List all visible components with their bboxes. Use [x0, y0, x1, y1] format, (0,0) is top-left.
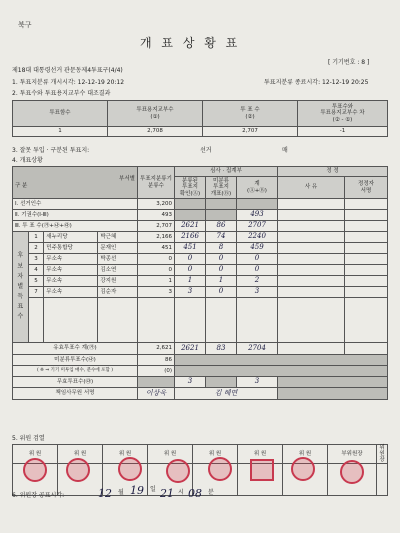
- candidate-no: 2: [28, 243, 44, 254]
- count-status-table: [12, 166, 388, 400]
- role-label: 위 원: [283, 445, 328, 464]
- role-label: 위원장: [377, 445, 388, 464]
- valid-label: 유효투표수 계(㉮): [13, 343, 138, 355]
- candidate-a: 0: [175, 254, 206, 265]
- row-valid: [13, 343, 388, 355]
- row-electors: [13, 199, 388, 210]
- row-invalid: [13, 377, 388, 388]
- note-value: (0): [138, 366, 175, 377]
- candidate-sorted: 2,166: [138, 232, 175, 243]
- seal-stamp: [250, 459, 274, 481]
- candidate-no: 7: [28, 287, 44, 298]
- candidate-a: 3: [175, 287, 206, 298]
- candidate-sorted: 451: [138, 243, 175, 254]
- candidate-party: 무소속: [44, 276, 98, 287]
- role-label: 위 원: [238, 445, 283, 464]
- row-abstain: [13, 210, 388, 221]
- invalid-a: 3: [175, 377, 206, 388]
- signer-signature: 이상욱: [138, 388, 175, 400]
- turnout-label: Ⅲ. 투 표 수(㉮+㉯+㉰): [13, 221, 138, 232]
- candidate-total: 0: [237, 265, 278, 276]
- candidate-b: 0: [206, 287, 237, 298]
- candidate-sorted: 0: [138, 254, 175, 265]
- candidate-votes-side-label: 후 보 자 별 득 표 수: [13, 232, 29, 343]
- candidate-party: 새누리당: [44, 232, 98, 243]
- row-signer: [13, 388, 388, 400]
- section3-election: 선거: [200, 147, 212, 154]
- role-label: 부위원장: [328, 445, 377, 464]
- candidate-row: [13, 254, 388, 265]
- machine-number: [ 기기번호 : 8 ]: [328, 59, 370, 66]
- candidate-total: 0: [237, 254, 278, 265]
- role-label: 위 원: [103, 445, 148, 464]
- candidate-sorted: 0: [138, 265, 175, 276]
- header-total: 계 (Ⓐ+Ⓑ): [237, 177, 278, 199]
- header-unsorted: 미분류 투표지 개표(Ⓑ): [206, 177, 237, 199]
- invalid-label: 무효투표수(㉰): [13, 377, 138, 388]
- header-review: 정 정: [278, 167, 388, 177]
- abstain-label: Ⅱ. 기권수(Ⅰ-Ⅲ): [13, 210, 138, 221]
- candidate-name: 박근혜: [98, 232, 138, 243]
- seal-stamp: [66, 458, 90, 482]
- candidate-row: [13, 232, 388, 243]
- candidate-a: 1: [175, 276, 206, 287]
- candidate-row: [13, 287, 388, 298]
- candidate-row: [13, 276, 388, 287]
- abstain-sorted: 493: [138, 210, 175, 221]
- header-category: [13, 167, 138, 199]
- sort-end-time: 투표지분류 종료시각: 12-12-19 20:25: [264, 79, 369, 86]
- announce-minute-unit: 분: [208, 489, 214, 496]
- candidate-b: 0: [206, 254, 237, 265]
- announce-month-unit: 월: [118, 489, 124, 496]
- section2-label: 2. 투표수와 투표용지교부수 대조결과: [12, 90, 111, 97]
- announce-month: 12: [98, 487, 112, 500]
- seal-stamp: [340, 460, 364, 484]
- candidate-b: 1: [206, 276, 237, 287]
- turnout-b: 86: [206, 221, 237, 232]
- unsorted-label: 미분류투표수(㉯): [13, 355, 138, 366]
- candidate-total: 459: [237, 243, 278, 254]
- note-label: ( ※ ⇒ 기기 미투입 매수, 분수에 포함 ): [13, 366, 138, 377]
- seal-stamp: [208, 457, 232, 481]
- diff-value: -1: [298, 127, 388, 137]
- candidate-total: 2: [237, 276, 278, 287]
- candidate-sorted: 3: [138, 287, 175, 298]
- candidate-name: 강지원: [98, 276, 138, 287]
- votes-value: 2,707: [203, 127, 298, 137]
- header-votes: 투 표 수 (②): [203, 101, 298, 127]
- header-box-count: 투표함수: [13, 101, 108, 127]
- role-label: 위 원: [13, 445, 58, 464]
- candidate-name: 문재인: [98, 243, 138, 254]
- announce-minute: 08: [188, 487, 202, 500]
- candidate-no: 1: [28, 232, 44, 243]
- unsorted-sorted: 86: [138, 355, 175, 366]
- seal-stamp: [166, 459, 190, 483]
- candidate-no: 4: [28, 265, 44, 276]
- candidate-b: 74: [206, 232, 237, 243]
- valid-total: 2704: [237, 343, 278, 355]
- signer-label: 책임사무원 서명: [13, 388, 138, 400]
- section3-sheets: 매: [282, 147, 288, 154]
- announce-hour-unit: 시: [178, 489, 184, 496]
- candidate-name: 김순자: [98, 287, 138, 298]
- signer-signature-2: 김 해연: [175, 388, 278, 400]
- valid-sorted: 2,621: [138, 343, 175, 355]
- seal-stamp: [291, 457, 315, 481]
- valid-a: 2621: [175, 343, 206, 355]
- header-sorted: 투표지분류기 분류수: [138, 167, 175, 199]
- candidate-blank-row: [13, 298, 388, 343]
- invalid-total: 3: [237, 377, 278, 388]
- candidate-b: 8: [206, 243, 237, 254]
- header-signer: 정정자 서명: [345, 177, 388, 199]
- header-category-label: 구 분: [15, 182, 28, 189]
- section6-label: 6. 위원장 공표시각:: [12, 492, 65, 499]
- candidate-party: 민주통합당: [44, 243, 98, 254]
- turnout-a: 2621: [175, 221, 206, 232]
- header-diff: 투표수와 투표용지교부수 차 (② - ①): [298, 101, 388, 127]
- announce-hour: 21: [160, 487, 174, 500]
- section3-label: 3. 잘못 투입 · 구분된 투표지:: [12, 147, 90, 154]
- candidate-party: 무소속: [44, 287, 98, 298]
- announce-day-unit: 일: [150, 486, 156, 493]
- electors-sorted: 3,200: [138, 199, 175, 210]
- district-label: 북구: [18, 21, 32, 29]
- candidate-row: [13, 265, 388, 276]
- candidate-party: 무소속: [44, 265, 98, 276]
- candidate-total: 2240: [237, 232, 278, 243]
- role-label: 위 원: [58, 445, 103, 464]
- header-candidate: 부서별: [119, 176, 135, 183]
- candidate-a: 451: [175, 243, 206, 254]
- role-label: 위 원: [193, 445, 238, 464]
- candidate-a: 0: [175, 265, 206, 276]
- candidate-a: 2166: [175, 232, 206, 243]
- election-name: 제18대 대통령선거 관문동제4투표구(4/4): [12, 67, 123, 74]
- row-unsorted: [13, 355, 388, 366]
- box-count-value: 1: [13, 127, 108, 137]
- section4-label: 4. 개표상황: [12, 157, 43, 164]
- valid-b: 83: [206, 343, 237, 355]
- header-issued: 투표용지교부수 (①): [108, 101, 203, 127]
- candidate-no: 3: [28, 254, 44, 265]
- header-reason: 사 유: [278, 177, 345, 199]
- seal-stamp: [23, 458, 47, 482]
- turnout-total: 2707: [237, 221, 278, 232]
- turnout-sorted: 2,707: [138, 221, 175, 232]
- candidate-party: 무소속: [44, 254, 98, 265]
- abstain-total: 493: [237, 210, 278, 221]
- electors-label: Ⅰ. 선거인수: [13, 199, 138, 210]
- candidate-name: 박종선: [98, 254, 138, 265]
- issued-value: 2,708: [108, 127, 203, 137]
- header-count-group: 심사 · 집계부: [175, 167, 278, 177]
- seal-stamp: [118, 457, 142, 481]
- candidate-sorted: 1: [138, 276, 175, 287]
- section5-label: 5. 위원 검열: [12, 435, 45, 442]
- role-label: 위 원: [148, 445, 193, 464]
- candidate-row: [13, 243, 388, 254]
- candidate-total: 3: [237, 287, 278, 298]
- ballot-reconciliation-table: [12, 100, 388, 137]
- page-title: 개 표 상 황 표: [140, 36, 241, 50]
- candidate-name: 김소연: [98, 265, 138, 276]
- row-note: [13, 366, 388, 377]
- header-machine: 분류된 투표지 확인(Ⓐ): [175, 177, 206, 199]
- candidate-no: 5: [28, 276, 44, 287]
- announce-day: 19: [130, 484, 144, 497]
- sort-start-time: 1. 투표지분류 개시시각: 12-12-19 20:12: [12, 79, 125, 86]
- candidate-b: 0: [206, 265, 237, 276]
- row-turnout: [13, 221, 388, 232]
